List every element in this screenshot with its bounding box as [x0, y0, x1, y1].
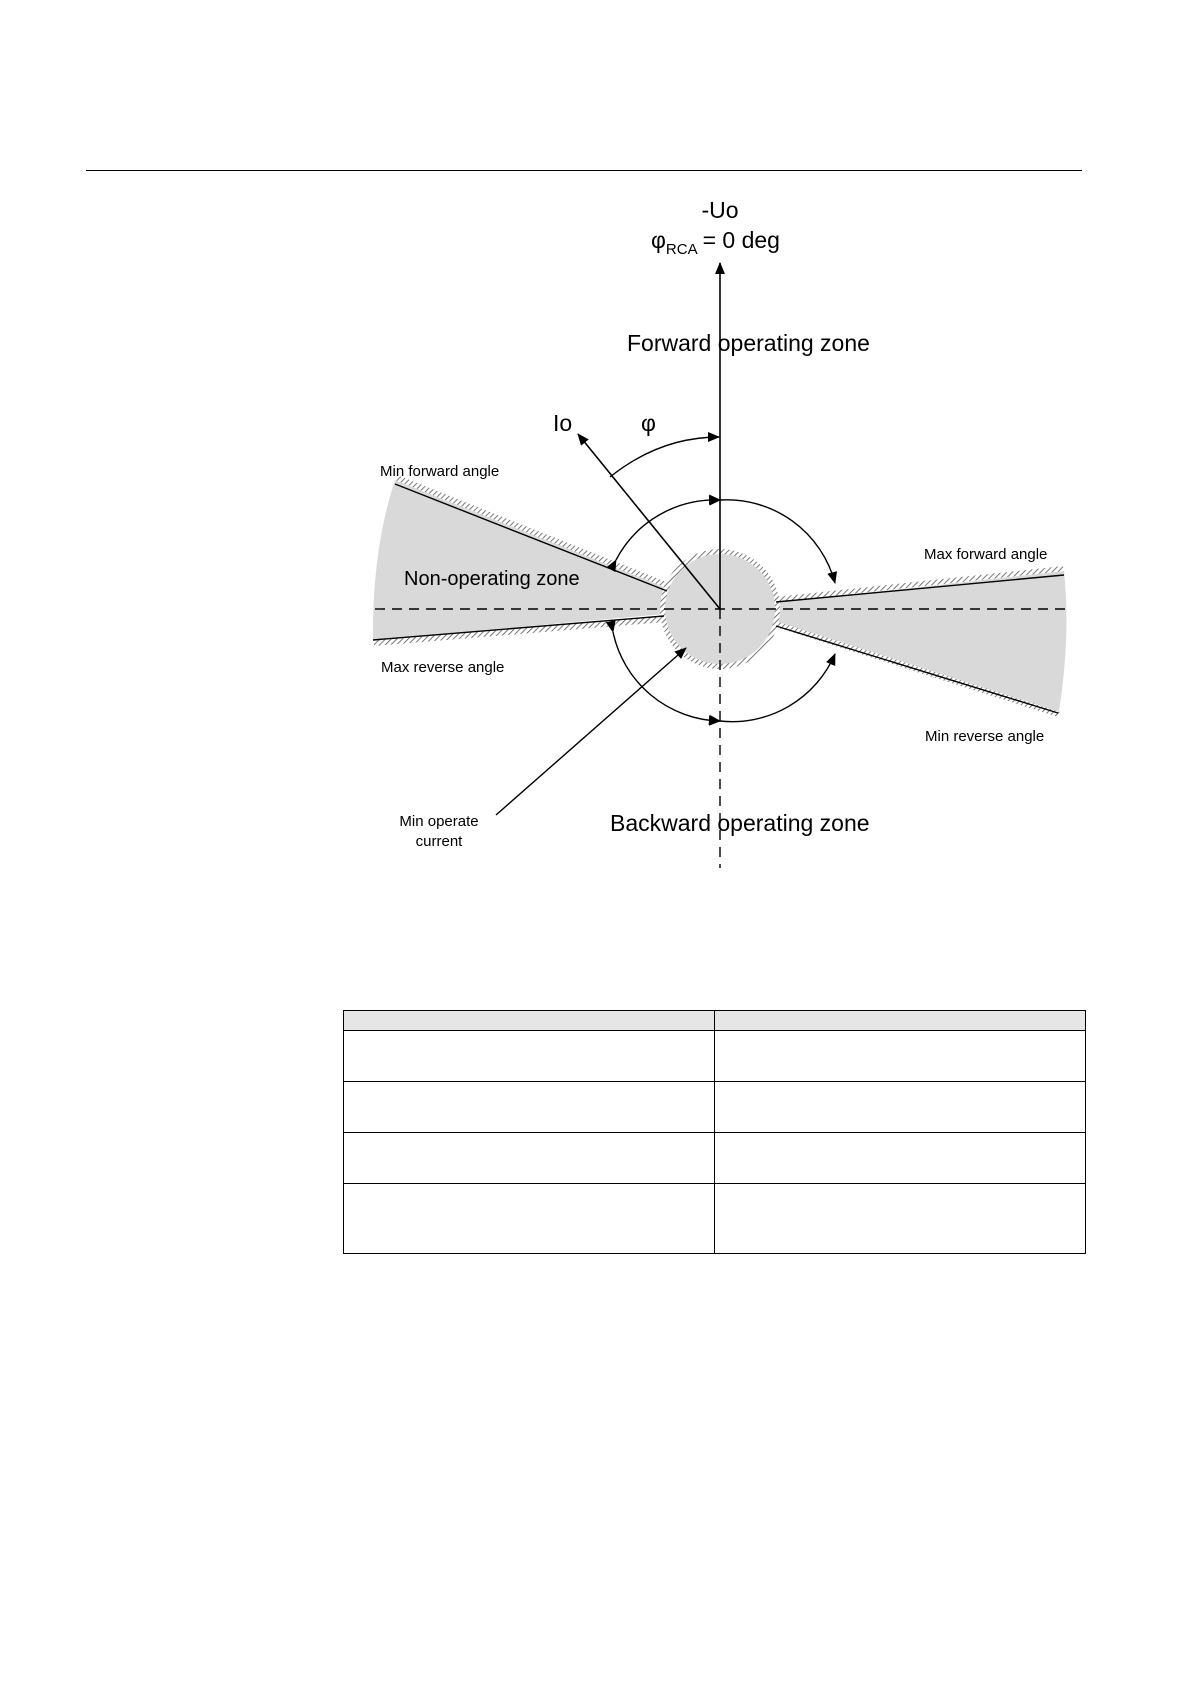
reference-label: -Uo: [701, 197, 739, 223]
min-operate-current-pointer: [496, 648, 686, 815]
min-reverse-angle-label: Min reverse angle: [925, 728, 1045, 745]
table-cell: [344, 1031, 715, 1082]
table-row: [344, 1184, 1086, 1254]
forward-range-arc-left: [616, 500, 720, 560]
table-cell: [344, 1133, 715, 1184]
max-forward-angle-label: Max forward angle: [924, 546, 1048, 563]
table-cell: [344, 1184, 715, 1254]
forward-zone-label: Forward operating zone: [627, 330, 870, 356]
current-label: Io: [553, 410, 573, 436]
non-operating-zone-label: Non-operating zone: [404, 568, 580, 590]
table-row: [344, 1082, 1086, 1133]
table-cell: [715, 1133, 1086, 1184]
min-forward-angle-label: Min forward angle: [380, 463, 500, 480]
table-header-cell: [715, 1011, 1086, 1031]
settings-table: [343, 1010, 1086, 1254]
table-cell: [344, 1082, 715, 1133]
phi-angle-arc: [610, 437, 719, 477]
rca-symbol: φ: [651, 227, 666, 253]
table-cell: [715, 1031, 1086, 1082]
rca-label: [651, 227, 780, 258]
max-reverse-angle-label: Max reverse angle: [381, 659, 505, 676]
backward-zone-label: Backward operating zone: [610, 810, 870, 836]
table-row: [344, 1031, 1086, 1082]
table-header-cell: [344, 1011, 715, 1031]
rca-value: = 0 deg: [702, 227, 780, 253]
angle-label: φ: [641, 410, 656, 436]
table-cell: [715, 1184, 1086, 1254]
rca-subscript: RCA: [665, 241, 698, 258]
min-operate-current-label-line2: current: [415, 833, 463, 850]
table-cell: [715, 1082, 1086, 1133]
min-operate-current-label-line1: Min operate: [399, 813, 479, 830]
table-row: [344, 1133, 1086, 1184]
table-header-row: [344, 1011, 1086, 1031]
